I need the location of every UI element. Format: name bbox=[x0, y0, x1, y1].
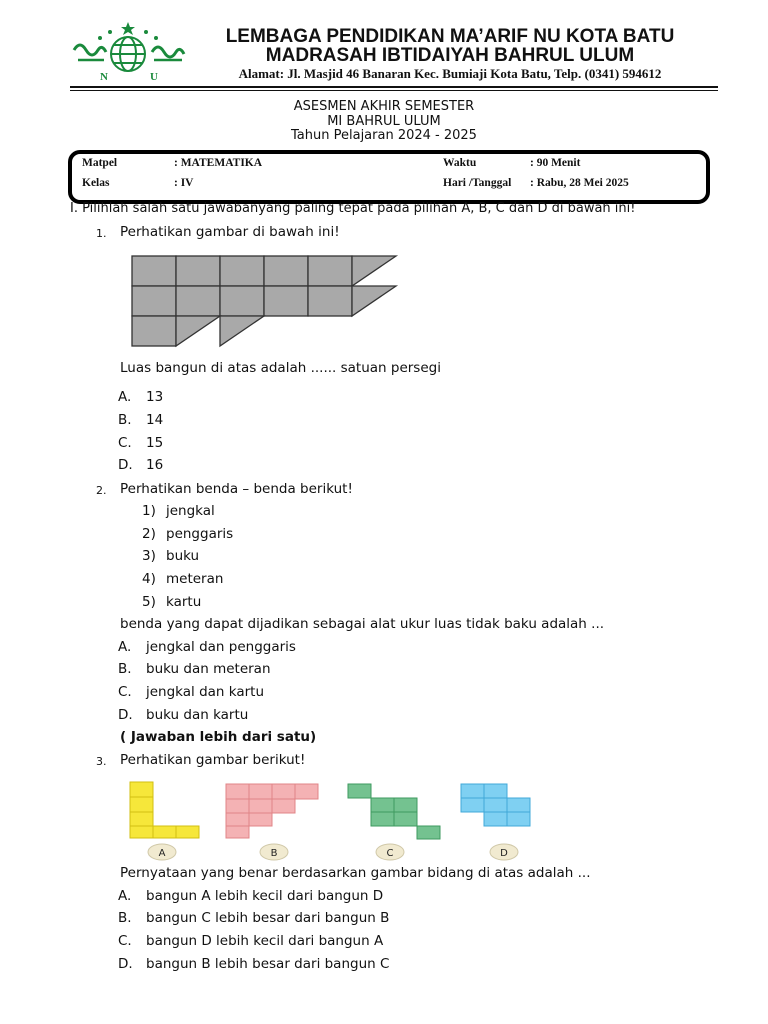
shape-b bbox=[226, 784, 318, 838]
q3-number: 3. bbox=[96, 755, 107, 768]
option-label: D. bbox=[118, 707, 133, 723]
figure-label-b: B bbox=[270, 848, 278, 859]
header-rule bbox=[70, 86, 718, 88]
kelas-value: : IV bbox=[174, 177, 194, 189]
q1-text: Perhatikan gambar di bawah ini! bbox=[120, 224, 340, 240]
option-text: 13 bbox=[146, 389, 164, 405]
option-text: 15 bbox=[146, 435, 164, 451]
option-text: jengkal dan penggaris bbox=[146, 639, 296, 655]
shape-d bbox=[461, 784, 530, 826]
option-text: bangun A lebih kecil dari bangun D bbox=[146, 888, 384, 904]
item-label: 1) bbox=[142, 503, 156, 519]
school-title: MADRASAH IBTIDAIYAH BAHRUL ULUM bbox=[265, 45, 635, 66]
q1-question: Luas bangun di atas adalah ...... satuan persegi bbox=[120, 360, 441, 376]
instruction-text: I. Pilihlah salah satu jawabanyang paling tepat pada pilihan A, B, C dan D di bawah ini! bbox=[70, 201, 636, 216]
item-text: meteran bbox=[166, 571, 224, 587]
institution-title: LEMBAGA PENDIDIKAN MA’ARIF NU KOTA BATU bbox=[225, 26, 675, 47]
matpel-label: Matpel bbox=[82, 157, 118, 169]
item-label: 2) bbox=[142, 526, 156, 542]
option-label: B. bbox=[118, 661, 132, 677]
option-text: jengkal dan kartu bbox=[146, 684, 265, 700]
item-label: 4) bbox=[142, 571, 156, 587]
waktu-value: : 90 Menit bbox=[530, 157, 581, 169]
item-label: 5) bbox=[142, 594, 156, 610]
shape-a bbox=[130, 782, 199, 838]
item-text: penggaris bbox=[166, 526, 234, 542]
q2-question: benda yang dapat dijadikan sebagai alat ukur luas tidak baku adalah ... bbox=[120, 616, 605, 632]
option-label: D. bbox=[118, 457, 133, 473]
exam-year: Tahun Pelajaran 2024 - 2025 bbox=[291, 128, 477, 143]
figure-label-d: D bbox=[500, 848, 508, 859]
waktu-label: Waktu bbox=[443, 157, 477, 169]
option-label: A. bbox=[118, 389, 132, 405]
option-label: B. bbox=[118, 910, 132, 926]
option-text: 14 bbox=[146, 412, 164, 428]
item-label: 3) bbox=[142, 548, 156, 564]
star-icon bbox=[121, 22, 135, 35]
exam-school: MI BAHRUL ULUM bbox=[327, 114, 441, 129]
option-label: B. bbox=[118, 412, 132, 428]
exam-title: ASESMEN AKHIR SEMESTER bbox=[293, 99, 475, 114]
figure-label-a: A bbox=[158, 848, 166, 859]
header-rule-thin bbox=[70, 90, 718, 91]
logo-letter-n: N bbox=[100, 71, 108, 83]
option-label: C. bbox=[118, 684, 132, 700]
figure-label-c: C bbox=[386, 848, 394, 859]
item-text: kartu bbox=[166, 594, 202, 610]
option-label: A. bbox=[118, 639, 132, 655]
option-text: bangun C lebih besar dari bangun B bbox=[146, 910, 390, 926]
item-text: jengkal bbox=[166, 503, 215, 519]
q2-number: 2. bbox=[96, 484, 107, 497]
q1-figure bbox=[130, 254, 400, 348]
option-label: D. bbox=[118, 956, 133, 972]
option-text: buku dan kartu bbox=[146, 707, 249, 723]
hari-label: Hari /Tanggal bbox=[443, 177, 512, 189]
shape-c bbox=[348, 784, 440, 839]
option-label: A. bbox=[118, 888, 132, 904]
option-text: bangun D lebih kecil dari bangun A bbox=[146, 933, 384, 949]
option-text: bangun B lebih besar dari bangun C bbox=[146, 956, 390, 972]
q2-text: Perhatikan benda – benda berikut! bbox=[120, 481, 353, 497]
kelas-label: Kelas bbox=[82, 177, 110, 189]
option-text: buku dan meteran bbox=[146, 661, 271, 677]
q3-text: Perhatikan gambar berikut! bbox=[120, 752, 306, 768]
option-label: C. bbox=[118, 933, 132, 949]
hari-value: : Rabu, 28 Mei 2025 bbox=[530, 177, 629, 189]
nu-logo bbox=[70, 20, 188, 86]
q2-note: ( Jawaban lebih dari satu) bbox=[120, 729, 317, 745]
item-text: buku bbox=[166, 548, 200, 564]
school-address: Alamat: Jl. Masjid 46 Banaran Kec. Bumiaji Kota Batu, Telp. (0341) 594612 bbox=[238, 66, 662, 81]
q3-figure bbox=[128, 780, 538, 864]
q1-number: 1. bbox=[96, 227, 107, 240]
option-label: C. bbox=[118, 435, 132, 451]
matpel-value: : MATEMATIKA bbox=[174, 157, 263, 169]
q3-question: Pernyataan yang benar berdasarkan gambar bidang di atas adalah ... bbox=[120, 865, 591, 881]
option-text: 16 bbox=[146, 457, 164, 473]
logo-letter-u: U bbox=[150, 71, 158, 83]
